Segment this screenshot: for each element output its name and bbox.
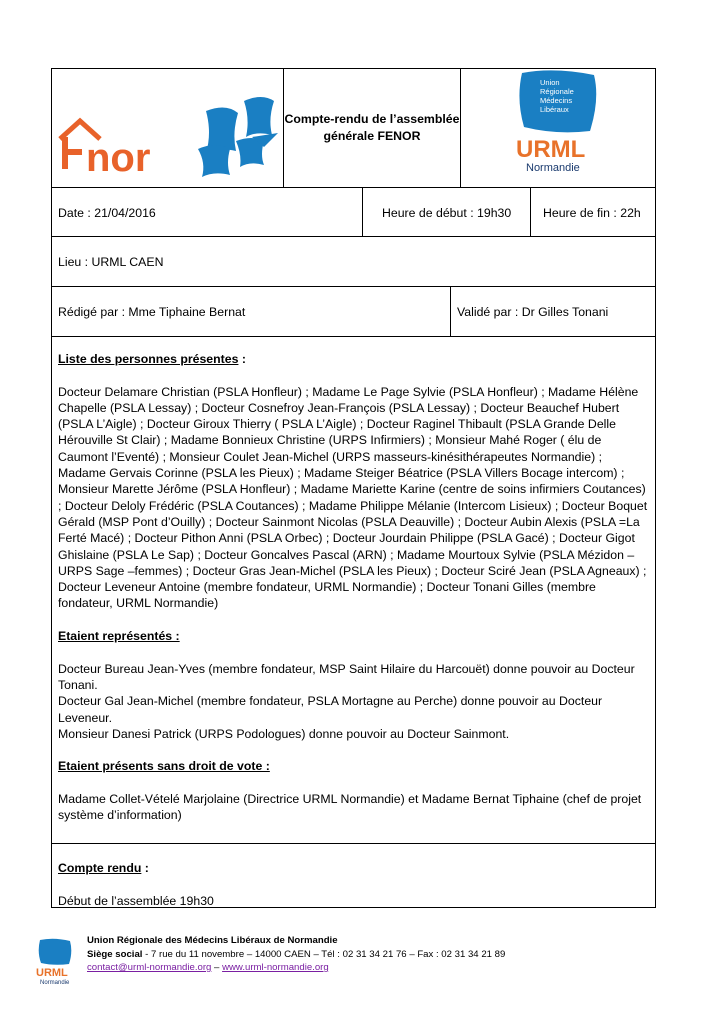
place-row [52, 237, 655, 287]
represented-line: Docteur Bureau Jean-Yves (membre fondateur, MSP Saint Hilaire du Harcouët) donne pouvoir au Docteur Tonani. [58, 661, 635, 692]
urml-logo-region: Normandie [526, 162, 580, 174]
report-heading-colon: : [141, 861, 149, 875]
footer-separator: – [211, 962, 223, 973]
attendees-section [58, 351, 648, 824]
urml-logo-line2: Régionale [540, 87, 574, 96]
report-heading: Compte rendu [58, 861, 142, 875]
footer-org: Union Régionale des Médecins Libéraux de Normandie [87, 935, 338, 946]
represented-line: Monsieur Danesi Patrick (URPS Podologues) donne pouvoir au Docteur Sainmont. [58, 726, 510, 741]
end-time-field: Heure de fin : 22h [543, 206, 641, 220]
report-section [58, 860, 648, 909]
date-row [52, 188, 655, 237]
footer-website-link[interactable]: www.urml-normandie.org [222, 962, 329, 973]
urml-logo-brand: URML [516, 136, 586, 163]
start-time-field: Heure de début : 19h30 [382, 206, 512, 220]
report-text: Début de l’assemblée 19h30 [58, 893, 214, 908]
present-heading-colon: : [238, 352, 246, 366]
svg-text:nor: nor [86, 136, 151, 180]
document-title: Compte-rendu de l’assemblée générale FENOR [284, 112, 460, 143]
date-field: Date : 21/04/2016 [58, 206, 156, 220]
novote-text: Madame Collet-Vételé Marjolaine (Directrice URML Normandie) et Madame Bernat Tiphaine (chef de projet système d’information) [58, 792, 642, 823]
author-field: Rédigé par : Mme Tiphaine Bernat [58, 305, 246, 319]
footer-email-link[interactable]: contact@urml-normandie.org [87, 962, 212, 973]
footer-seat-label: Siège social [87, 948, 143, 960]
urml-logo-line3: Médecins [540, 96, 573, 105]
novote-heading: Etaient présents sans droit de vote : [58, 759, 270, 774]
footer-seat-text: - 7 rue du 11 novembre – 14000 CAEN – Tél : 02 31 34 21 76 – Fax : 02 31 34 21 89 [142, 948, 506, 960]
footer-logo-brand: URML [36, 967, 68, 979]
urml-logo-line1: Union [540, 78, 560, 87]
report-table [51, 68, 656, 908]
urml-logo [514, 69, 606, 179]
header-row [52, 69, 655, 188]
validator-field: Validé par : Dr Gilles Tonani [457, 305, 609, 319]
present-heading: Liste des personnes présentes [58, 352, 239, 366]
footer-logo [36, 938, 76, 986]
author-row [52, 287, 655, 337]
footer-logo-region: Normandie [40, 980, 70, 986]
place-field: Lieu : URML CAEN [58, 255, 164, 269]
represented-heading: Etaient représentés : [58, 629, 180, 644]
represented-line: Docteur Gal Jean-Michel (membre fondateur, PSLA Mortagne au Perche) donne pouvoir au Docteur Leveneur. [58, 694, 603, 725]
urml-logo-line4: Libéraux [540, 105, 569, 114]
present-list: Docteur Delamare Christian (PSLA Honfleur) ; Madame Le Page Sylvie (PSLA Honfleur) ; Madame Hélène Chapelle (PSLA Lessay) ; Docteur Cosnefroy Jean-François (PSLA Lessay) ; Docteur Beauchef Hubert (PSLA L’Aigle) ; Docteur Giroux Thierry ( PSLA L’Aigle) ; Docteur Raginel Thibault (PSLA Grande Delle Hérouville St Clair) ; Madame Bonnieux Christine (URPS Infirmiers) ; Monsieur Mahé Roger ( élu de Caumont l’Eventé) ; Monsieur Coulet Jean-Michel (URPS masseurs-kinésithérapeutes Normandie) ; Madame Gervais Corinne (PSLA les Pieux) ; Madame Steiger Béatrice (PSLA Villers Bocage intercom) ; Monsieur Marette Jérôme (PSLA Honfleur) ; Madame Mariette Karine (centre de soins infirmiers Coutances) ; Docteur Deloly Frédéric (PSLA Coutances) ; Madame Philippe Mélanie (Intercom Lisieux) ; Docteur Boquet Gérald (MSP Pont d’Ouilly) ; Docteur Sainmont Nicolas (PSLA Deauville) ; Docteur Aubin Alexis (PSLA =La Ferté Macé) ; Docteur Pithon Anni (PSLA Orbec) ; Docteur Jourdain Philippe (PSLA Gacé) ; Docteur Gigot Ghislaine (PSLA Le Sap) ; Docteur Goncalves Pascal (ARN) ; Madame Mourtoux Sylvie (PSLA Mézidon – URPS Sage –femmes) ; Docteur Gras Jean-Michel (PSLA les Pieux) ; Docteur Sciré Jean (PSLA Agneaux) ; Docteur Leveneur Antoine (membre fondateur, URML Normandie) ; Docteur Tonani Gilles (membre fondateur, URML Normandie) [58, 384, 648, 611]
footer [87, 934, 505, 975]
fenor-logo [56, 93, 280, 183]
